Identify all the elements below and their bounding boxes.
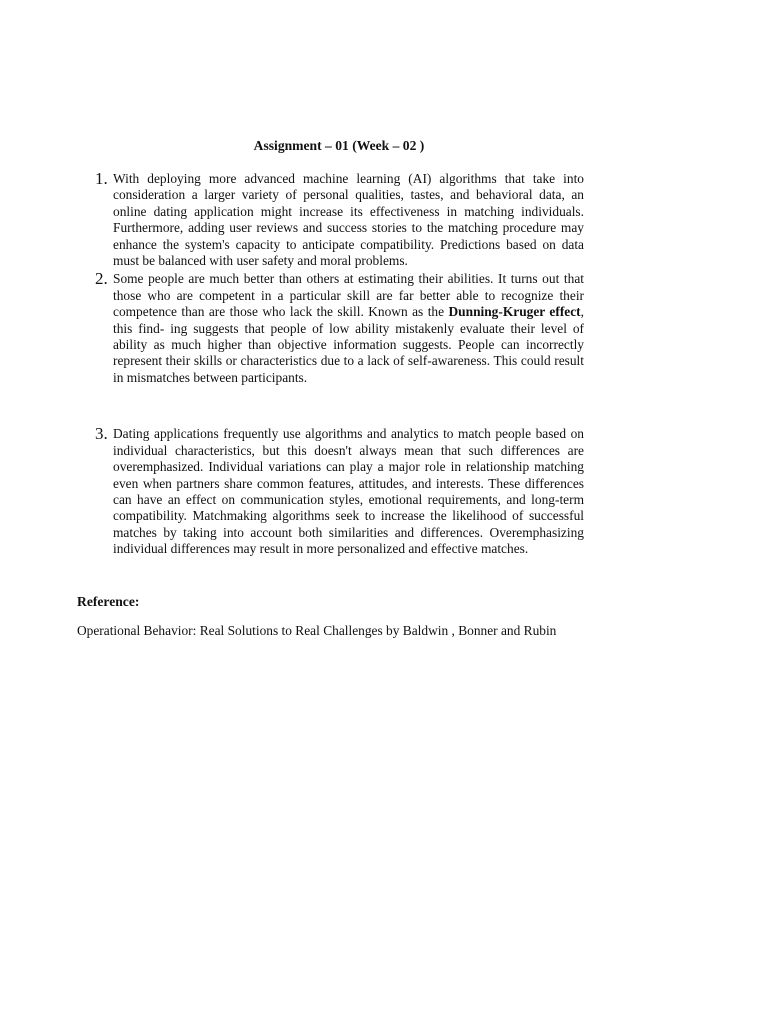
question-number-1: 1. bbox=[95, 169, 108, 188]
question-item-1 bbox=[92, 171, 584, 269]
question-text-2-after: , this find- ing suggests that people of low ability mistakenly evaluate their level of ability as much higher than objective information suggests. People can incorrectly represent their skills or characteristics due to a lack of self-awareness. This could result in mismatches between participants. bbox=[113, 304, 584, 385]
question-text-2-before: Some people are much better than others at estimating their abilities. It turns out that those who are competent in a particular skill are far better able to recognize their competence than are those who lack the skill. Known as the bbox=[113, 271, 584, 320]
dunning-kruger-term: Dunning-Kruger effect bbox=[448, 304, 581, 320]
question-item-2 bbox=[92, 271, 584, 386]
reference-text: Operational Behavior: Real Solutions to Real Challenges by Baldwin , Bonner and Rubin bbox=[77, 623, 557, 638]
question-number-3: 3. bbox=[95, 424, 108, 444]
page-title: Assignment – 01 (Week – 02 ) bbox=[253, 138, 425, 153]
question-list bbox=[92, 171, 584, 558]
question-item-3 bbox=[92, 426, 584, 557]
question-text-2 bbox=[113, 271, 584, 384]
reference-heading: Reference: bbox=[77, 594, 140, 609]
question-text-1: With deploying more advanced machine learning (AI) algorithms that take into consideration a larger variety of personal qualities, tastes, and behavioral data, an online dating application might increase its effectiveness in matching individuals. Furthermore, adding user reviews and success stories to the matching procedure may enhance the system's capacity to anticipate compatibility. Predictions based on data must be balanced with user safety and moral problems. bbox=[113, 171, 584, 269]
question-text-3: Dating applications frequently use algorithms and analytics to match people based on individual characteristics, but this doesn't always mean that such differences are overemphasized. Individual variations can play a major role in relationship matching even when partners share common features, attitudes, and interests. These differences can have an effect on communication styles, emotional requirements, and long-term compatibility. Matchmaking algorithms seek to increase the likelihood of successful matches by taking into account both similarities and differences. Overemphasizing individual differences may result in more personalized and effective matches. bbox=[113, 426, 584, 557]
question-number-2: 2. bbox=[95, 269, 108, 289]
